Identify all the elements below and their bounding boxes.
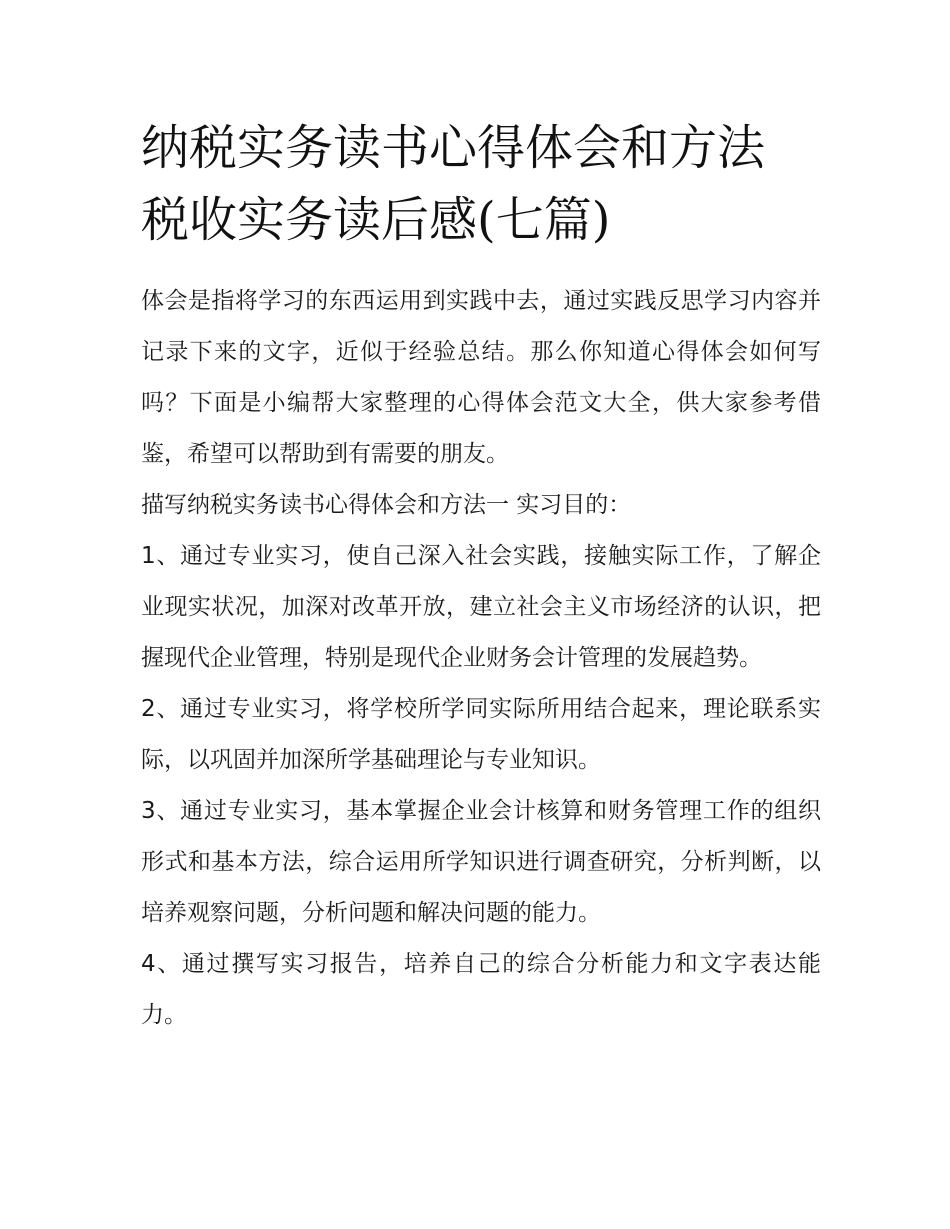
list-item-3: 3、通过专业实习，基本掌握企业会计核算和财务管理工作的组织形式和基本方法，综合运用所学知识进行调查研究，分析判断，以培养观察问题，分析问题和解决问题的能力。 bbox=[141, 798, 821, 926]
list-item-4: 4、通过撰写实习报告，培养自己的综合分析能力和文字表达能力。 bbox=[141, 951, 821, 1028]
document-title-line-1: 纳税实务读书心得体会和方法 bbox=[141, 120, 766, 176]
document-title bbox=[141, 112, 821, 256]
list-item-1: 1、通过专业实习，使自己深入社会实践，接触实际工作，了解企业现实状况，加深对改革开放，建立社会主义市场经济的认识，把握现代企业管理，特别是现代企业财务会计管理的发展趋势。 bbox=[141, 543, 821, 671]
document-title-line-2: 税收实务读后感(七篇) bbox=[141, 192, 611, 248]
intro-paragraph: 体会是指将学习的东西运用到实践中去，通过实践反思学习内容并记录下来的文字，近似于经验总结。那么你知道心得体会如何写吗？下面是小编帮大家整理的心得体会范文大全，供大家参考借鉴，希望可以帮助到有需要的朋友。 bbox=[141, 288, 821, 467]
section-heading: 描写纳税实务读书心得体会和方法一 实习目的： bbox=[141, 492, 632, 518]
list-item-2: 2、通过专业实习，将学校所学同实际所用结合起来，理论联系实际，以巩固并加深所学基础理论与专业知识。 bbox=[141, 696, 821, 773]
document-page bbox=[141, 112, 821, 1041]
document-body bbox=[141, 276, 821, 1041]
